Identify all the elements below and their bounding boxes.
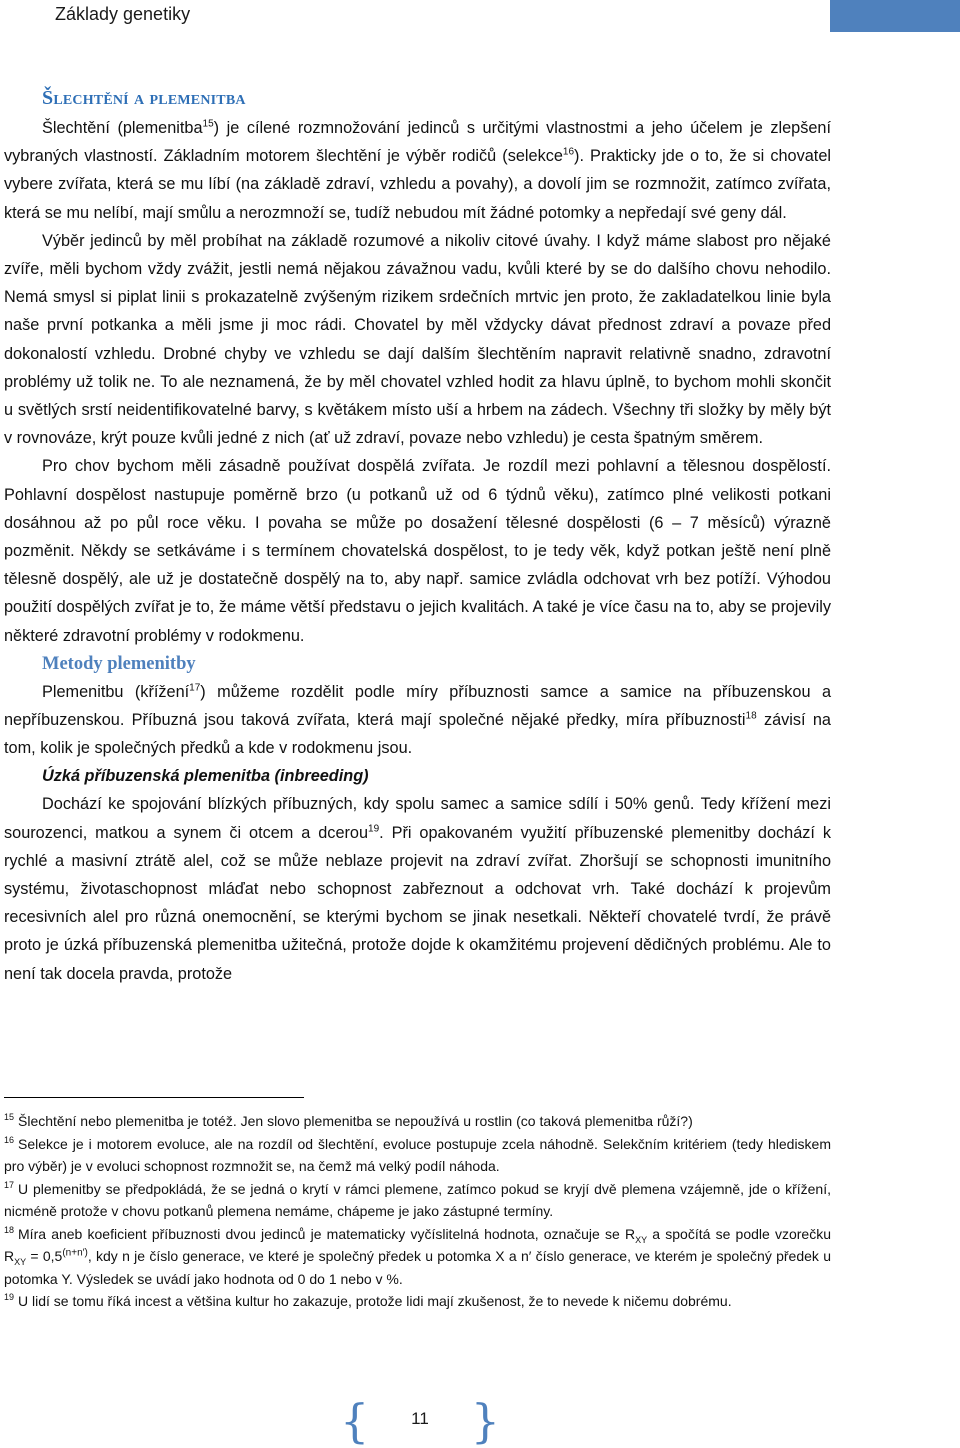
paragraph-3: Pro chov bychom měli zásadně používat dospělá zvířata. Je rozdíl mezi pohlavní a tělesnou dospělostí. Pohlavní dospělost nastupuje poměrně brzo (u potkanů už od 6 týdnů věku), zatímco plné velikosti potkani dosáhnou až po půl roce věku. I povaha se může po dosažení tělesné dospělosti (6 – 7 měsíců) výrazně pozměnit. Někdy se setkáváme i s termínem chovatelská dospělost, to je tedy věk, když potkan ještě není plně tělesně dospělý, ale už je dostatečně dospělý na to, aby např. samice zvládla odchovat vrh bez potíží. Výhodou použití dospělých zvířat je to, že máme větší představu o jejich kvalitách. A také je více času na to, aby se projevily některé zdravotní problémy v rodokmenu. — [4, 457, 831, 645]
paragraph-5: Dochází ke spojování blízkých příbuzných, kdy spolu samec a samice sdílí i 50% genů. Tedy křížení mezi sourozenci, matkou a synem či otcem a dcerou$^{19}$. Při opakovaném využití příbuzenské plemenitby dochází k rychlé a masivní ztrátě alel, což se může neblaze projevit na zdraví zvířat. Zhoršují se schopnosti imunitního systému, životaschopnost mláďat nebo schopnost zabřeznout a odchovat vrh. Také dochází k projevům recesivních alel pro různá onemocnění, se kterými bychom se jinak nesetkali. Někteří chovatelé tvrdí, že právě proto je úzká příbuzenská plemenitba užitečná, protože dojde k okamžitému projevení dědičných problému. Ale to není tak docela pravda, protože — [4, 795, 831, 983]
footnote-ref-15[interactable]: 15 — [202, 118, 214, 130]
footnote-ref-17[interactable]: 17 — [189, 682, 201, 694]
left-brace-icon: { — [340, 1394, 370, 1448]
section-title: Šlechtění a plemenitba — [42, 87, 246, 109]
footnote-19: $^{19}$ U lidí se tomu říká incest a většina kultur ho zakazuje, protože lidi mají zkušenost, že to nevede k ničemu dobrému. — [4, 1292, 732, 1309]
footnote-ref-16[interactable]: 16 — [562, 146, 575, 158]
footnotes — [4, 1110, 831, 1313]
footnote-17: $^{17}$ U plemenitby se předpokládá, že se jedná o krytí v rámci plemene, zatímco pokud se kryjí dvě plemena vzájemně, jde o křížení, nicméně protože v chovu potkanů plemena nemáme, chápeme je jako zástupné termíny. — [4, 1179, 831, 1219]
footnote-ref-19[interactable]: 19 — [368, 823, 380, 835]
footnote-ref-18[interactable]: 18 — [745, 710, 757, 722]
footnote-15: $^{15}$ Šlechtění nebo plemenitba je totéž. Jen slovo plemenitba se nepoužívá u rostlin (co taková plemenitba růží?) — [4, 1112, 693, 1129]
right-brace-icon: } — [470, 1394, 500, 1448]
footnote-16: $^{16}$ Selekce je i motorem evoluce, ale na rozdíl od šlechtění, evoluce postupuje zcela náhodně. Selekčním kritériem (tedy hlediskem pro výběr) je v evoluci schopnost rozmnožit se, na čemž má velký podíl náhoda. — [4, 1134, 831, 1174]
paragraph-4: Plemenitbu (křížení$^{17}$) můžeme rozdělit podle míry příbuznosti samce a samice na příbuzenskou a nepříbuzenskou. Příbuzná jsou taková zvířata, která mají společné nějaké předky, míra příbuznosti$^{18}$ závisí na tom, kolik je společných předků a kde v rodokmenu jsou. — [4, 682, 831, 758]
main-content — [4, 84, 831, 988]
running-header: Základy genetiky — [55, 4, 191, 24]
header-accent-bar — [830, 0, 960, 32]
page-number: 11 — [411, 1409, 429, 1428]
subsection-title: Metody plemenitby — [42, 653, 196, 674]
paragraph-1: Šlechtění (plemenitba$^{15}$) je cílené rozmnožování jedinců s určitými vlastnostmi a jeho účelem je zlepšení vybraných vlastností. Základním motorem šlechtění je výběr rodičů (selekce$^{16}$). Prakticky jde o to, že si chovatel vybere zvířata, která se mu líbí (na základě zdraví, vzhledu a povahy), a dovolí jim se rozmnožit, zatímco zvířata, která se mu nelíbí, mají smůlu a nerozmnoží se, tudíž nebudou mít žádné potomky a nepředají své geny dál. — [4, 118, 831, 222]
subsubsection-title: Úzká příbuzenská plemenitba (inbreeding) — [42, 767, 369, 786]
footnote-separator — [4, 1097, 304, 1098]
footnote-18: $^{18}$ Míra aneb koeficient příbuznosti dvou jedinců je matematicky vyčíslitelná hodnota, označuje se $R_{XY}$ a spočítá se podle vzorečku $R_{XY} = 0,5^{(n+n')}$, kdy n je číslo generace, ve které je společný předek u potomka X a n′ číslo generace, ve kterém je společný předek u potomka Y. Výsledek se uvádí jako hodnota od 0 do 1 nebo v %. — [4, 1224, 831, 1287]
paragraph-2: Výběr jedinců by měl probíhat na základě rozumové a nikoliv citové úvahy. I když máme slabost pro nějaké zvíře, měli bychom vždy zvážit, jestli nemá nějakou závažnou vadu, kvůli které by se do dalšího chovu nehodilo. Nemá smysl si piplat linii s prokazatelně zvýšeným rizikem srdečních mrtvic jen proto, že zakladatelkou linie byla naše první potkanka a měli jsme ji moc rádi. Chovatel by měl vždycky dávat přednost zdraví a povaze před dokonalostí vzhledu. Drobné chyby ve vzhledu se dají dalším šlechtěním napravit relativně snadno, zdravotní problémy už tolik ne. To ale neznamená, že by měl chovatel vzhled hodit za hlavu úplně, to bychom mohli skončit u světlých srstí neidentifikovatelné barvy, s květákem místo uší a hrbem na zádech. Všechny tři složky by měly být v rovnováze, krýt pouze kvůli jedné z nich (ať už zdraví, povaze nebo vzhledu) je cesta špatným směrem. — [4, 231, 831, 448]
page-footer — [340, 1394, 500, 1448]
